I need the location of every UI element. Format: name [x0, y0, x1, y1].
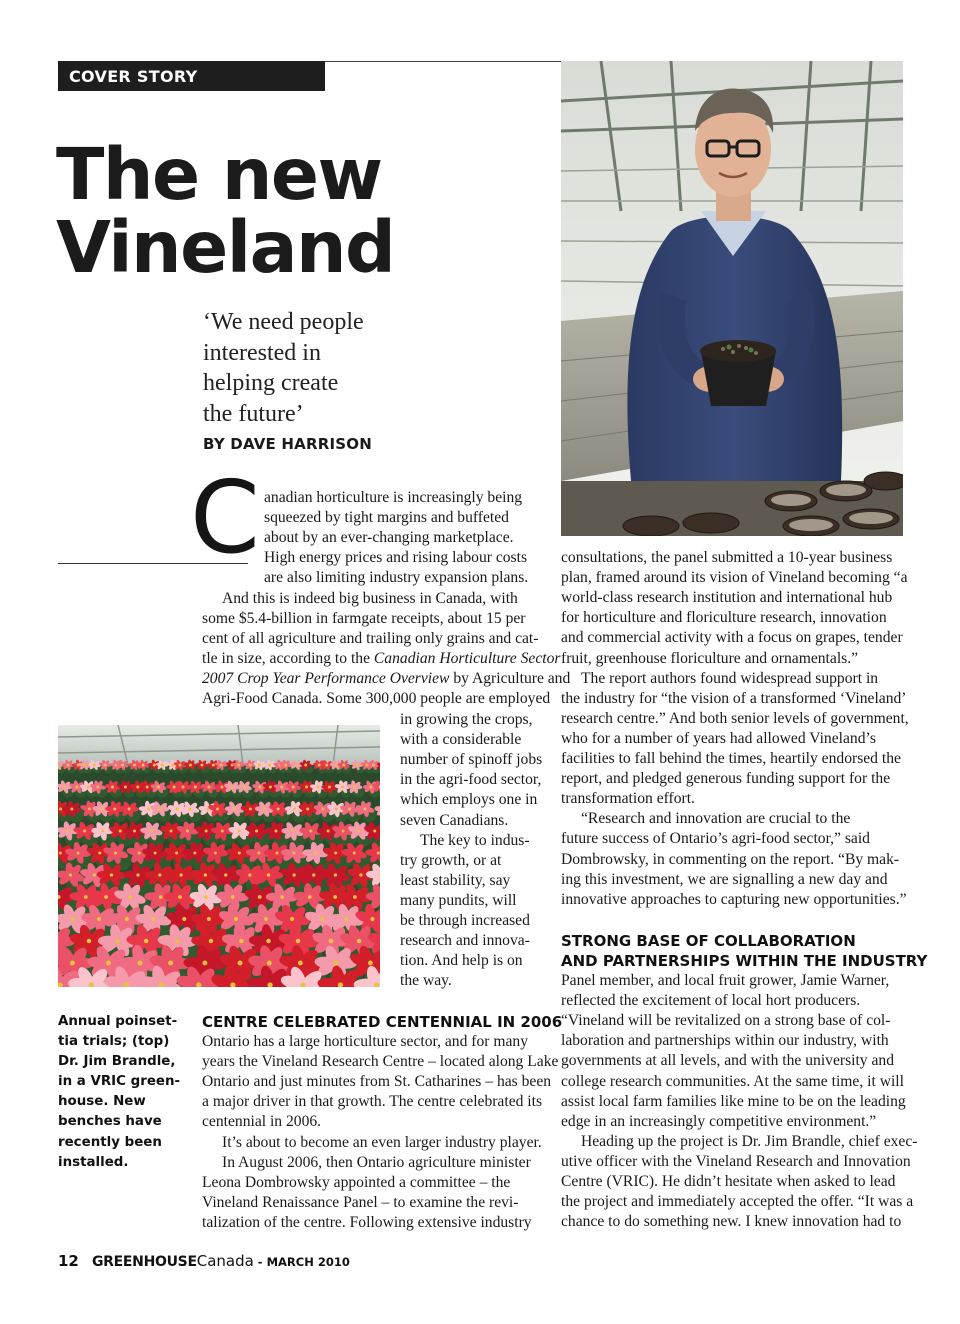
body-text-line: be through increased — [400, 912, 530, 929]
page-footer — [58, 1251, 350, 1273]
body-text-line: and commercial activity with a focus on grapes, tender — [561, 629, 903, 647]
caption-line: Dr. Jim Brandle, — [58, 1054, 176, 1070]
body-text-line: anadian horticulture is increasingly being — [264, 489, 523, 506]
caption-line: Annual poinset- — [58, 1014, 178, 1029]
body-text-line: Ontario and just minutes from St. Catharines – has been — [202, 1073, 552, 1091]
caption-line: installed. — [58, 1154, 129, 1170]
caption-line: in a VRIC green- — [58, 1074, 181, 1090]
body-text-line: High energy prices and rising labour costs — [264, 549, 528, 567]
body-text-line: in the agri-food sector, — [400, 771, 542, 789]
deck-line: the future’ — [203, 400, 304, 427]
photo-poinsettia-trials — [58, 725, 380, 987]
body-text-line: a major driver in that growth. The centre celebrated its — [202, 1093, 543, 1111]
body-text-line: utive officer with the Vineland Research and Innovation — [561, 1152, 911, 1170]
body-text-line: future success of Ontario’s agri-food sector,” said — [561, 830, 870, 848]
body-text-line: report, and pledged generous funding support for the — [561, 770, 891, 788]
caption-line: house. New — [58, 1094, 146, 1110]
body-text-line: try growth, or at — [400, 851, 502, 869]
body-text-line: for horticulture and floriculture research, innovation — [561, 609, 887, 627]
body-text-line: And this is indeed big business in Canada, with — [222, 589, 518, 607]
body-text-line: Centre (VRIC). He didn’t hesitate when asked to lead — [561, 1173, 896, 1190]
subhead-line: STRONG BASE OF COLLABORATION — [561, 932, 856, 950]
drop-cap: C — [190, 459, 260, 576]
body-text-line: years the Vineland Research Centre – located along Lake — [202, 1053, 559, 1071]
magazine-brand-light: Canada — [196, 1252, 254, 1270]
body-text-line: many pundits, will — [400, 891, 517, 909]
body-text-line: ing this investment, we are signalling a new day and — [561, 870, 888, 888]
deck-line: helping create — [203, 370, 339, 396]
body-text-line: about by an ever-changing marketplace. — [264, 529, 514, 547]
body-text-line: research and innova- — [400, 932, 530, 950]
caption-line: benches have — [58, 1114, 162, 1130]
body-text-line: “Vineland will be revitalized on a strong base of col- — [561, 1012, 891, 1030]
body-text-line: who for a number of years had allowed Vineland’s — [561, 729, 876, 747]
body-text-line: the project and immediately accepted the offer. “It was a — [561, 1193, 914, 1211]
body-text-line: chance to do something new. I knew innovation had to — [561, 1213, 902, 1231]
divider-rule — [58, 563, 248, 564]
body-text-line: tle in size, according to the Canadian Horticulture Sector — [202, 649, 561, 667]
body-text-line: centennial in 2006. — [202, 1113, 322, 1131]
caption-line: recently been — [58, 1134, 162, 1150]
body-text-line: governments at all levels, and with the university and — [561, 1052, 895, 1070]
body-text-line: cent of all agriculture and trailing only grains and cat- — [202, 629, 539, 647]
body-text-line: tion. And help is on — [400, 952, 523, 970]
body-text-line: some $5.4-billion in farmgate receipts, about 15 per — [202, 609, 526, 627]
deck-line: ‘We need people — [203, 309, 364, 335]
deck — [203, 307, 463, 429]
body-text-line: which employs one in — [400, 791, 538, 809]
body-text-line: are also limiting industry expansion plans. — [264, 569, 529, 587]
body-text-line: Vineland Renaissance Panel – to examine the revi- — [202, 1193, 519, 1211]
body-text-line: the industry for “the vision of a transformed ‘Vineland’ — [561, 689, 907, 707]
body-text-line: reflected the excitement of local hort producers. — [561, 992, 861, 1010]
body-text-line: the way. — [400, 972, 452, 990]
body-text-line: squeezed by tight margins and buffeted — [264, 509, 509, 527]
body-text-line: number of spinoff jobs — [400, 751, 543, 769]
top-rule — [325, 61, 561, 62]
body-text-line: “Research and innovation are crucial to the — [581, 810, 851, 828]
body-text-line: talization of the centre. Following extensive industry — [202, 1213, 532, 1231]
body-text-line: It’s about to become an even larger industry player. — [222, 1133, 542, 1151]
body-text-line: world-class research institution and international hub — [561, 589, 893, 607]
body-text-line: college research communities. At the same time, it will — [561, 1072, 904, 1090]
body-text-line: plan, framed around its vision of Vineland becoming “a — [561, 569, 908, 587]
headline-line: The new — [56, 133, 382, 216]
body-text-line: Panel member, and local fruit grower, Jamie Warner, — [561, 972, 890, 989]
body-text-line: laboration and partnerships within our industry, with — [561, 1032, 889, 1050]
subhead-centennial: CENTRE CELEBRATED CENTENNIAL IN 2006 — [202, 1013, 563, 1031]
section-label: COVER STORY — [58, 61, 325, 91]
deck-line: interested in — [203, 339, 321, 366]
body-text-line: Leona Dombrowsky appointed a committee – the — [202, 1173, 511, 1191]
headline-line: Vineland — [56, 206, 395, 289]
body-text-line: In August 2006, then Ontario agriculture minister — [222, 1153, 531, 1171]
caption-line: tia trials; (top) — [58, 1034, 170, 1050]
body-text-line: innovative approaches to capturing new opportunities.” — [561, 890, 907, 908]
body-text-line: fruit, greenhouse floriculture and ornamentals.” — [561, 649, 859, 667]
subhead-collaboration — [561, 931, 927, 971]
photo-researcher-greenhouse — [561, 61, 903, 536]
body-text-line: The key to indus- — [420, 831, 530, 849]
body-text-line: 2007 Crop Year Performance Overview by Agriculture and — [202, 669, 571, 687]
body-text-line: least stability, say — [400, 871, 511, 889]
body-text-line: with a considerable — [400, 731, 522, 749]
body-text-line: facilities to fall behind the times, heartily endorsed the — [561, 750, 901, 767]
body-text-line: research centre.” And both senior levels of government, — [561, 709, 909, 727]
body-text-line: edge in an increasingly competitive environment.” — [561, 1112, 877, 1130]
body-text-line: in growing the crops, — [400, 711, 533, 728]
photo-caption — [58, 1012, 181, 1173]
body-text-line: The report authors found widespread support in — [581, 669, 879, 687]
body-text-line: seven Canadians. — [400, 811, 509, 829]
body-text-line: Ontario has a large horticulture sector, and for many — [202, 1033, 529, 1050]
body-text-line: Heading up the project is Dr. Jim Brandle, chief exec- — [581, 1132, 918, 1150]
headline — [56, 133, 536, 289]
body-text-line: Agri-Food Canada. Some 300,000 people are employed — [202, 690, 551, 707]
magazine-brand-bold: GREENHOUSE — [91, 1254, 197, 1270]
page-number: 12 — [58, 1252, 79, 1270]
body-text-line: consultations, the panel submitted a 10-year business — [561, 549, 893, 566]
subhead-line: AND PARTNERSHIPS WITHIN THE INDUSTRY — [561, 952, 928, 970]
byline: BY DAVE HARRISON — [203, 435, 372, 453]
body-text-line: transformation effort. — [561, 790, 695, 808]
body-text-line: assist local farm families like mine to be on the leading — [561, 1092, 906, 1110]
body-text-line: Dombrowsky, in commenting on the report. “By mak- — [561, 850, 900, 868]
issue-date: - MARCH 2010 — [253, 1255, 350, 1269]
